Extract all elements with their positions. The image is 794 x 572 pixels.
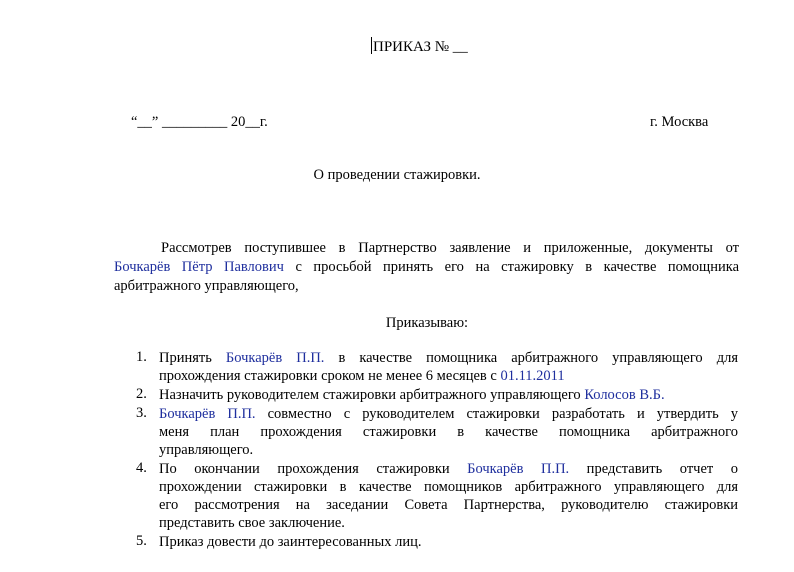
intro-paragraph [114, 239, 739, 296]
intro-line-3: арбитражного управляющего, [114, 278, 299, 294]
person-name: Бочкарёв П.П. [159, 406, 256, 422]
person-name: Бочкарёв П.П. [225, 350, 325, 366]
text-cursor [371, 37, 372, 54]
supervisor-name: Колосов В.Б. [584, 387, 665, 403]
start-date: 01.11.2011 [500, 368, 565, 384]
list-item: 5. Приказ довести до заинтересованных лиц. [136, 533, 422, 550]
document-title: ПРИКАЗ № __ [373, 39, 468, 55]
document-subject: О проведении стажировки. [313, 167, 481, 183]
list-item: 2. Назначить руководителем стажировки арбитражного управляющего Колосов В.Б. [136, 386, 665, 403]
intro-line-2: Бочкарёв Пётр Павлович с просьбой принять его на стажировку в качестве помощника [114, 259, 740, 275]
intro-line-1: Рассмотрев поступившее в Партнерство заявление и приложенные, документы от [161, 240, 739, 256]
city-label: г. Москва [650, 114, 709, 130]
date-line: “__” _________ 20__г. [131, 114, 268, 130]
list-item: 4. По окончании прохождения стажировки Бочкарёв П.П. представить отчет о прохождении стажировки в качестве помощников арбитражного управляющего для его рассмотрения на заседании Совета Партнерства, руководителю стажировки представить свое заключение. [136, 460, 738, 531]
person-full-name: Бочкарёв Пётр Павлович [114, 259, 284, 275]
person-name: Бочкарёв П.П. [467, 461, 570, 477]
order-heading: Приказываю: [385, 315, 469, 331]
list-item: 3. Бочкарёв П.П. совместно с руководителем стажировки разработать и утвердить у меня план прохождения стажировки в качестве помощника арбитражного управляющего. [136, 405, 738, 458]
list-item: 1. Принять Бочкарёв П.П. в качестве помощника арбитражного управляющего для прохождения стажировки сроком не менее 6 месяцев с 01.11.2011 [136, 349, 738, 384]
order-items-list [132, 349, 738, 551]
